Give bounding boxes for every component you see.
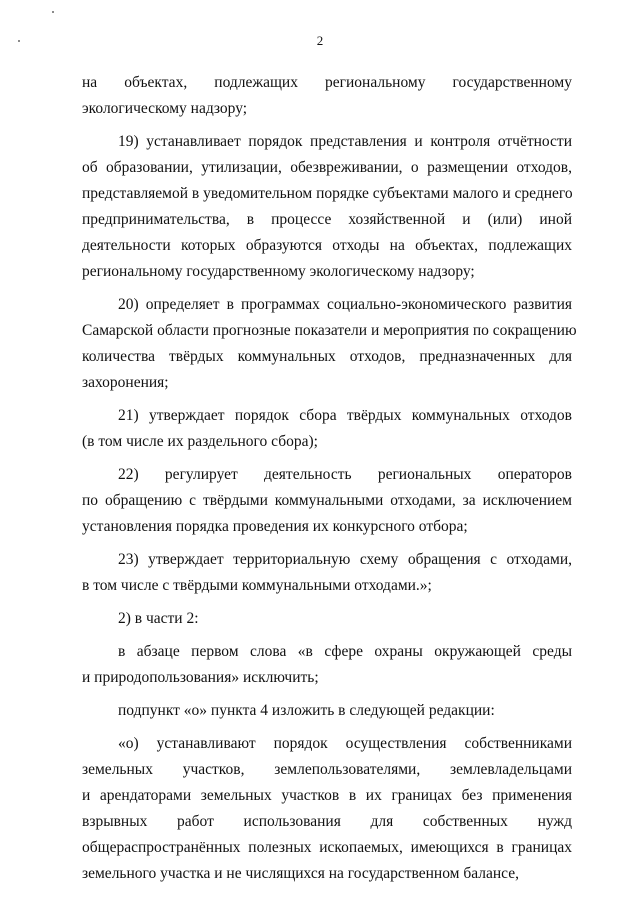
text-line: и арендаторами земельных участков в их границах без применения <box>82 787 572 804</box>
text-line: «о) устанавливают порядок осуществления собственниками <box>118 735 572 752</box>
text-line: 23) утверждает территориальную схему обращения с отходами, <box>118 551 572 568</box>
paragraph-gap <box>82 455 572 462</box>
paragraph-gap <box>82 724 572 731</box>
text-line: земельного участка и не числящихся на государственном балансе, <box>82 865 519 882</box>
paragraph <box>82 606 572 632</box>
text-line: земельных участков, землепользователями, землевладельцами <box>82 761 572 778</box>
text-line: 21) утверждает порядок сбора твёрдых коммунальных отходов <box>118 407 572 424</box>
paragraph-gap <box>82 285 572 292</box>
paragraph <box>82 698 572 724</box>
paragraph-gap <box>82 122 572 129</box>
text-line: региональному государственному экологическому надзору; <box>82 263 475 280</box>
document-body <box>82 70 577 887</box>
text-line: 22) регулирует деятельность региональных операторов <box>118 466 572 483</box>
text-line: Самарской области прогнозные показатели и мероприятия по сокращению <box>82 322 577 339</box>
paragraph <box>82 731 572 887</box>
text-line: деятельности которых образуются отходы на объектах, подлежащих <box>82 237 572 254</box>
paragraph <box>82 547 572 599</box>
text-line: количества твёрдых коммунальных отходов, предназначенных для <box>82 348 572 365</box>
text-line: представляемой в уведомительном порядке субъектами малого и среднего <box>82 185 573 202</box>
text-line: установления порядка проведения их конкурсного отбора; <box>82 518 468 535</box>
text-line: 19) устанавливает порядок представления и контроля отчётности <box>118 133 572 150</box>
paragraph <box>82 639 572 691</box>
paragraph <box>82 70 572 122</box>
text-line: захоронения; <box>82 374 169 391</box>
text-line: на объектах, подлежащих региональному государственному <box>82 74 572 91</box>
paragraph <box>82 462 572 540</box>
text-line: предпринимательства, в процессе хозяйственной и (или) иной <box>82 211 572 228</box>
text-line: и природопользования» исключить; <box>82 669 319 686</box>
paragraph-gap <box>82 599 572 606</box>
paragraph-gap <box>82 691 572 698</box>
paragraph <box>82 129 572 285</box>
text-line: общераспространённых полезных ископаемых, имеющихся в границах <box>82 839 572 856</box>
paragraph-gap <box>82 396 572 403</box>
paragraph-gap <box>82 540 572 547</box>
text-line: экологическому надзору; <box>82 100 248 117</box>
text-line: взрывных работ использования для собственных нужд <box>82 813 572 830</box>
text-line: 20) определяет в программах социально-экономического развития <box>118 296 572 313</box>
paragraph <box>82 292 577 396</box>
paragraph-gap <box>82 632 572 639</box>
text-line: по обращению с твёрдыми коммунальными отходами, за исключением <box>82 492 572 509</box>
text-line: 2) в части 2: <box>118 610 199 627</box>
text-line: об образовании, утилизации, обезвреживании, о размещении отходов, <box>82 159 572 176</box>
text-line: в том числе с твёрдыми коммунальными отходами.»; <box>82 577 432 594</box>
text-line: подпункт «о» пункта 4 изложить в следующей редакции: <box>118 702 495 719</box>
text-line: в абзаце первом слова «в сфере охраны окружающей среды <box>118 643 572 660</box>
page-number: 2 <box>316 33 324 48</box>
text-line: (в том числе их раздельного сбора); <box>82 433 318 450</box>
scan-speck <box>52 11 54 13</box>
paragraph <box>82 403 572 455</box>
